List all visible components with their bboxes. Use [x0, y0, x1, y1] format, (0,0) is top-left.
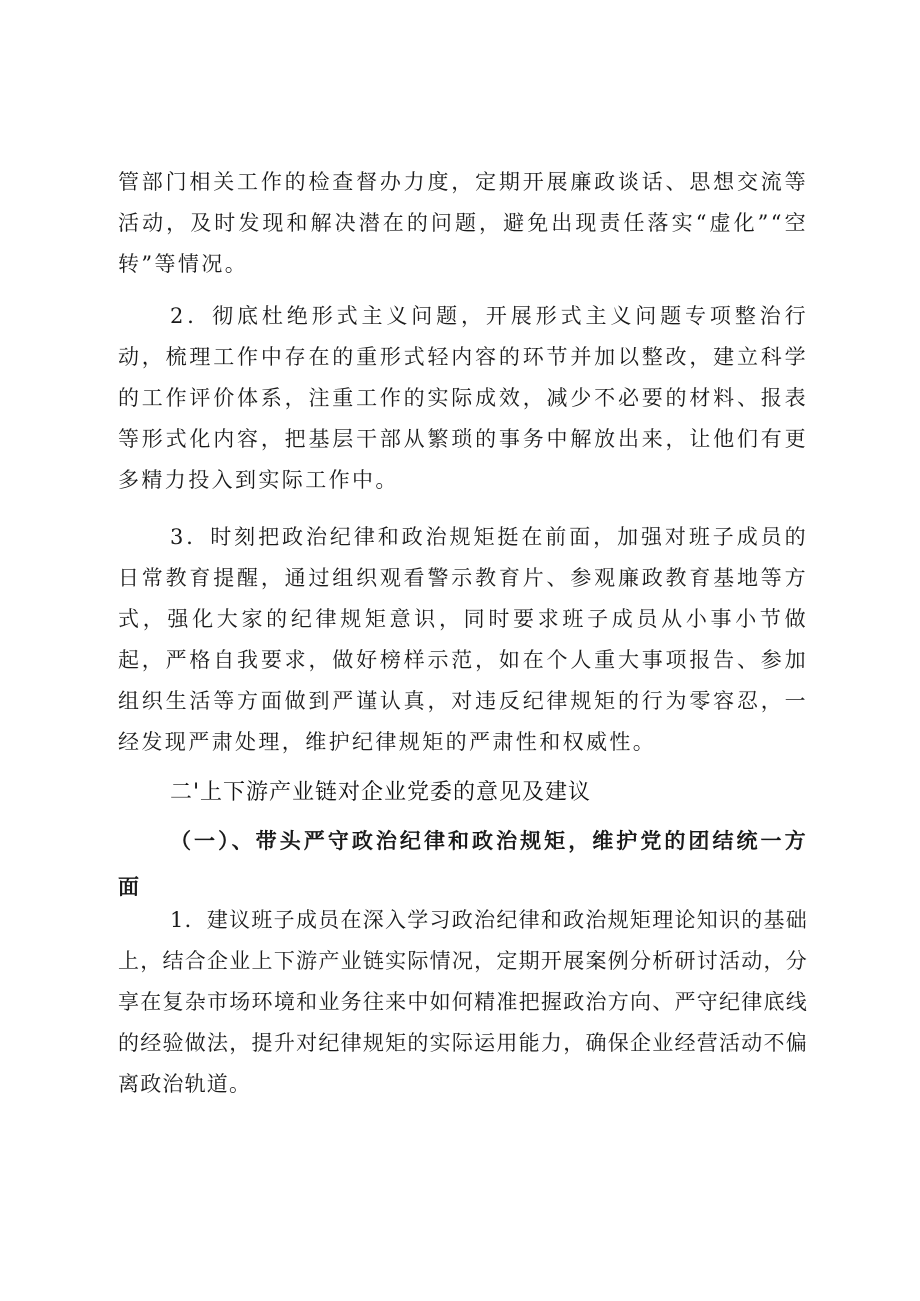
subsection-heading: （一）、带头严守政治纪律和政治规矩，维护党的团结统一方面 [118, 828, 808, 899]
paragraph-continuation: 管部门相关工作的检查督办力度，定期开展廉政谈话、思想交流等活动，及时发现和解决潜在的问题，避免出现责任落实“虚化”“空转”等情况。 [118, 170, 808, 276]
paragraph-item-1: 1．建议班子成员在深入学习政治纪律和政治规矩理论知识的基础上，结合企业上下游产业链实际情况，定期开展案例分析研讨活动，分享在复杂市场环境和业务往来中如何精准把握政治方向、严守纪律底线的经验做法，提升对纪律规矩的实际运用能力，确保企业经营活动不偏离政治轨道。 [118, 908, 808, 1096]
paragraph-item-3: 3．时刻把政治纪律和政治规矩挺在前面，加强对班子成员的日常教育提醒，通过组织观看警示教育片、参观廉政教育基地等方式，强化大家的纪律规矩意识，同时要求班子成员从小事小节做起，严格自我要求，做好榜样示范，如在个人重大事项报告、参加组织生活等方面做到严谨认真，对违反纪律规矩的行为零容忍，一经发现严肃处理，维护纪律规矩的严肃性和权威性。 [118, 525, 808, 754]
section-heading: 二'上下游产业链对企业党委的意见及建议 [170, 780, 592, 805]
paragraph-item-2: 2．彻底杜绝形式主义问题，开展形式主义问题专项整治行动，梳理工作中存在的重形式轻内容的环节并加以整改，建立科学的工作评价体系，注重工作的实际成效，减少不必要的材料、报表等形式化内容，把基层干部从繁琐的事务中解放出来，让他们有更多精力投入到实际工作中。 [118, 304, 808, 492]
